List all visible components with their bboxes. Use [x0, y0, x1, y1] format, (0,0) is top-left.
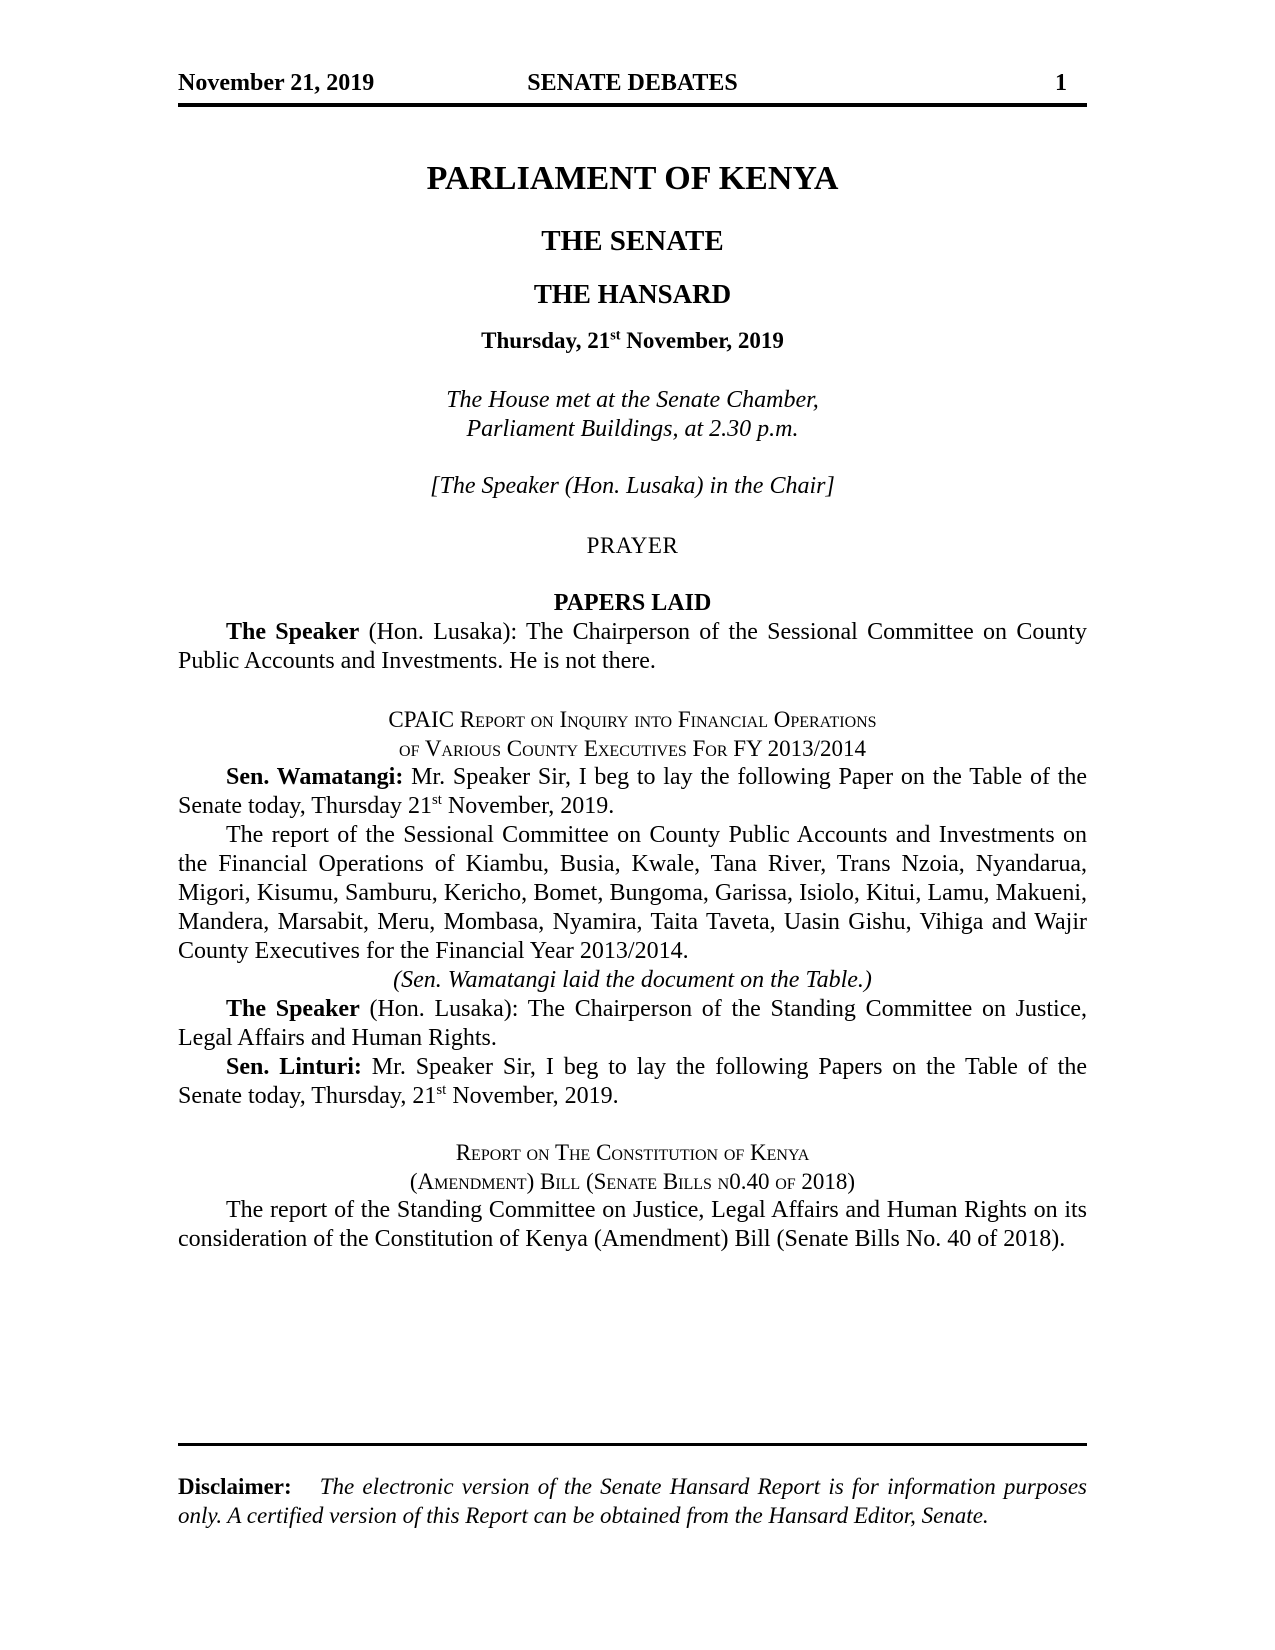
page-number: 1: [1055, 70, 1067, 96]
chair-note: [The Speaker (Hon. Lusaka) in the Chair]: [430, 473, 835, 499]
speaker-text: (Hon. Lusaka): The Chairperson of the Standing Committee on Justice, Legal Affairs and Human Rights.: [178, 996, 1088, 1051]
house-met-line-2: Parliament Buildings, at 2.30 p.m.: [466, 416, 799, 442]
sitting-date-text: Thursday, 21: [481, 328, 611, 353]
order-heading-cpaic-line-2: of Various County Executives For FY 2013/2014: [399, 736, 866, 761]
speaker-paragraph-2: [178, 995, 1087, 1053]
wamatangi-paragraph: [178, 763, 1087, 821]
report-paragraph-2: The report of the Standing Committee on Justice, Legal Affairs and Human Rights on its consideration of the Constitution of Kenya (Amendment) Bill (Senate Bills No. 40 of 2018).: [178, 1197, 1087, 1252]
hansard-title: THE HANSARD: [533, 279, 732, 309]
speaker-text: Mr. Speaker Sir, I beg to lay the following Paper on the Table of the Senate today, Thursday 21: [178, 764, 1087, 819]
sitting-date-rest: November, 2019: [620, 328, 784, 353]
house-met-line-1: The House met at the Senate Chamber,: [446, 387, 819, 413]
stage-direction: (Sen. Wamatangi laid the document on the Table.): [393, 967, 872, 993]
ordinal-suffix: st: [610, 327, 621, 344]
prayer-heading: PRAYER: [586, 533, 679, 558]
order-heading-bill: [178, 1138, 1087, 1196]
speaker-name: The Speaker: [226, 996, 360, 1022]
senate-title: THE SENATE: [541, 225, 724, 257]
speaker-paragraph-1: [178, 618, 1087, 676]
parliament-title: PARLIAMENT OF KENYA: [426, 160, 839, 197]
header-title: SENATE DEBATES: [527, 70, 738, 96]
disclaimer-text: The electronic version of the Senate Hansard Report is for information purposes only. A certified version of this Report can be obtained from the Hansard Editor, Senate.: [178, 1474, 1087, 1528]
papers-laid-heading: PAPERS LAID: [553, 590, 712, 616]
house-met-note: [178, 386, 1087, 444]
report-paragraph-1: The report of the Sessional Committee on County Public Accounts and Investments on the Financial Operations of Kiambu, Busia, Kwale, Tana River, Trans Nzoia, Nyandarua, Migori, Kisumu, Samburu, Kericho, Bomet, Bungoma, Garissa, Isiolo, Kitui, Lamu, Makueni, Mandera, Marsabit, Meru, Mombasa, Nyamira, Taita Taveta, Uasin Gishu, Vihiga and Wajir County Executives for the Financial Year 2013/2014.: [178, 822, 1087, 964]
disclaimer-footer: [178, 1443, 1087, 1530]
ordinal-suffix: st: [431, 792, 442, 808]
speaker-name: The Speaker: [226, 619, 360, 645]
sitting-date: [178, 326, 1087, 355]
speaker-text-rest: November, 2019.: [441, 793, 615, 819]
running-header: [178, 72, 1087, 107]
linturi-paragraph: [178, 1053, 1087, 1111]
header-date: November 21, 2019: [178, 70, 375, 96]
order-heading-cpaic: [178, 705, 1087, 763]
speaker-text: (Hon. Lusaka): The Chairperson of the Sessional Committee on County Public Accounts and Investments. He is not there.: [178, 619, 1088, 674]
disclaimer-label: Disclaimer:: [178, 1474, 292, 1499]
speaker-text: Mr. Speaker Sir, I beg to lay the following Papers on the Table of the Senate today, Thursday, 21: [178, 1054, 1087, 1109]
speaker-name: Sen. Wamatangi:: [226, 764, 404, 790]
speaker-name: Sen. Linturi:: [226, 1054, 362, 1080]
speaker-text-rest: November, 2019.: [446, 1083, 619, 1109]
ordinal-suffix: st: [436, 1082, 447, 1098]
order-heading-cpaic-line-1: CPAIC Report on Inquiry into Financial Operations: [388, 707, 877, 732]
order-heading-bill-line-1: Report on The Constitution of Kenya: [455, 1140, 810, 1165]
order-heading-bill-line-2: (Amendment) Bill (Senate Bills n0.40 of 2018): [409, 1169, 856, 1194]
